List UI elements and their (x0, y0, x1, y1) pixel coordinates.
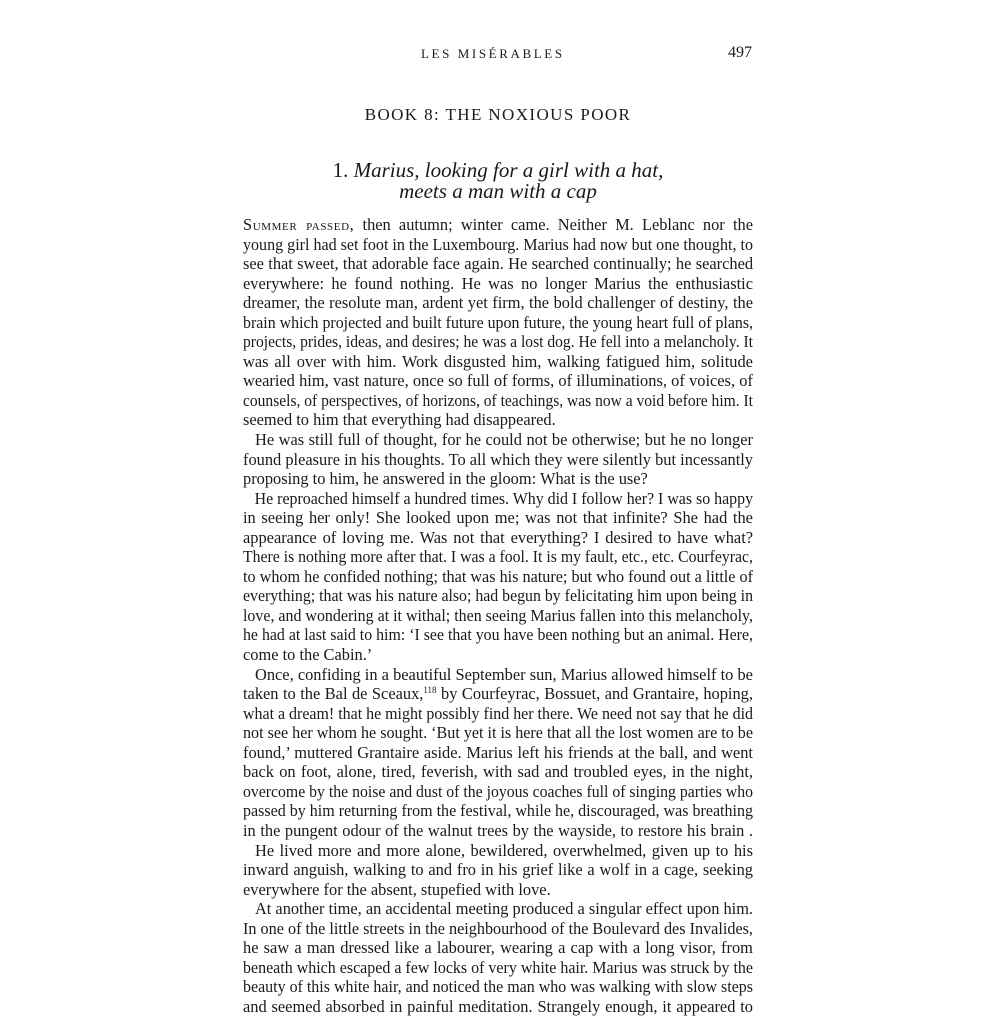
body-line: He reproached himself a hundred times. Why did I follow her? I was so happy (254, 488, 754, 508)
body-line: projects, prides, ideas, and desires; he was a lost dog. He fell into a melancholy. It (243, 332, 753, 352)
body-text (243, 215, 753, 1016)
body-line: in seeing her only! She looked upon me; was not that infinite? She had the (243, 508, 753, 528)
running-head: LES MISÉRABLES (421, 46, 565, 61)
opening-small-caps: Summer passed, (243, 215, 355, 234)
body-line: was all over with him. Work disgusted him, walking fatigued him, solitude (243, 351, 753, 371)
body-line: inward anguish, walking to and fro in his grief like a wolf in a cage, seeking (243, 860, 753, 880)
body-line: in the pungent odour of the walnut trees by the wayside, to restore his brain . (243, 820, 754, 840)
chapter-number: 1. (332, 158, 349, 182)
body-line: see that sweet, that adorable face again. He searched continually; he searched (243, 254, 754, 274)
body-line (243, 684, 753, 704)
body-line: There is nothing more after that. I was a fool. It is my fault, etc., etc. Courfeyrac, (243, 547, 753, 567)
footnote-ref[interactable]: 118 (423, 685, 437, 696)
body-line: appearance of loving me. Was not that everything? I desired to have what? (243, 527, 754, 547)
body-line: beauty of this white hair, and noticed the man who was walking with slow steps (243, 977, 754, 997)
body-line: to whom he confided nothing; that was his nature; but who found out a little of (243, 566, 754, 586)
body-line: Once, confiding in a beautiful September sun, Marius allowed himself to be (255, 664, 753, 684)
body-line: he had at last said to him: ‘I see that you have been nothing but an animal. Here, (243, 625, 753, 645)
body-line: brain which projected and built future upon future, the young heart full of plans, (243, 312, 753, 332)
chapter-title-line-1: Marius, looking for a girl with a hat, (353, 158, 664, 182)
body-line: not see her whom he sought. ‘But yet it is here that all the lost women are to be (243, 723, 753, 743)
body-line: He was still full of thought, for he could not be otherwise; but he no longer (255, 430, 753, 450)
body-line: and seemed absorbed in painful meditation. Strangely enough, it appeared to (243, 996, 753, 1016)
body-line: what a dream! that he might possibly find her there. We need not say that he did (243, 703, 754, 723)
body-line: everything; that was his nature also; had begun by felicitating him upon being in (243, 586, 754, 606)
body-line-text: taken to the Bal de Sceaux, (243, 684, 424, 704)
body-line: everywhere: he found nothing. He was no longer Marius the enthusiastic (243, 273, 753, 293)
chapter-title-line-2: meets a man with a cap (399, 179, 597, 203)
body-line: overcome by the noise and dust of the joyous coaches full of singing parties who (243, 781, 753, 801)
body-line: found,’ muttered Grantaire aside. Marius left his friends at the ball, and went (243, 742, 753, 762)
body-line: counsels, of perspectives, of horizons, of teachings, was now a void before him. It (243, 390, 753, 410)
body-line: dreamer, the resolute man, ardent yet firm, the bold challenger of destiny, the (243, 293, 753, 313)
body-line: everywhere for the absent, stupefied with love. (243, 879, 551, 899)
body-line: He lived more and more alone, bewildered, overwhelmed, given up to his (255, 840, 753, 860)
body-line: wearied him, vast nature, once so full of forms, of illuminations, of voices, of (243, 371, 753, 391)
body-line: In one of the little streets in the neighbourhood of the Boulevard des Invalides, (243, 918, 753, 938)
body-line: back on foot, alone, tired, feverish, with sad and troubled eyes, in the night, (243, 762, 753, 782)
body-line-text: then autumn; winter came. Neither M. Leblanc nor the (354, 215, 753, 234)
body-line (243, 215, 753, 235)
body-line: proposing to him, he answered in the gloom: What is the use? (243, 469, 648, 489)
page-number: 497 (728, 44, 752, 61)
body-line: seemed to him that everything had disappeared. (243, 410, 556, 430)
body-line-text: by Courfeyrac, Bossuet, and Grantaire, hoping, (436, 684, 753, 704)
body-line: beneath which escaped a few locks of very white hair. Marius was struck by the (243, 957, 753, 977)
body-line: passed by him returning from the festival, while he, discouraged, was breathing (243, 801, 754, 821)
body-line: At another time, an accidental meeting produced a singular effect upon him. (254, 899, 754, 919)
body-line: found pleasure in his thoughts. To all which they were silently but incessantly (243, 449, 753, 469)
body-line: come to the Cabin.’ (243, 645, 373, 665)
body-line: young girl had set foot in the Luxembourg. Marius had now but one thought, to (243, 234, 753, 254)
body-line: he saw a man dressed like a labourer, wearing a cap with a long visor, from (243, 938, 753, 958)
book-title: BOOK 8: THE NOXIOUS POOR (364, 105, 632, 124)
body-line: love, and wondering at it withal; then seeing Marius fallen into this melancholy, (243, 605, 753, 625)
chapter-title (243, 160, 753, 202)
